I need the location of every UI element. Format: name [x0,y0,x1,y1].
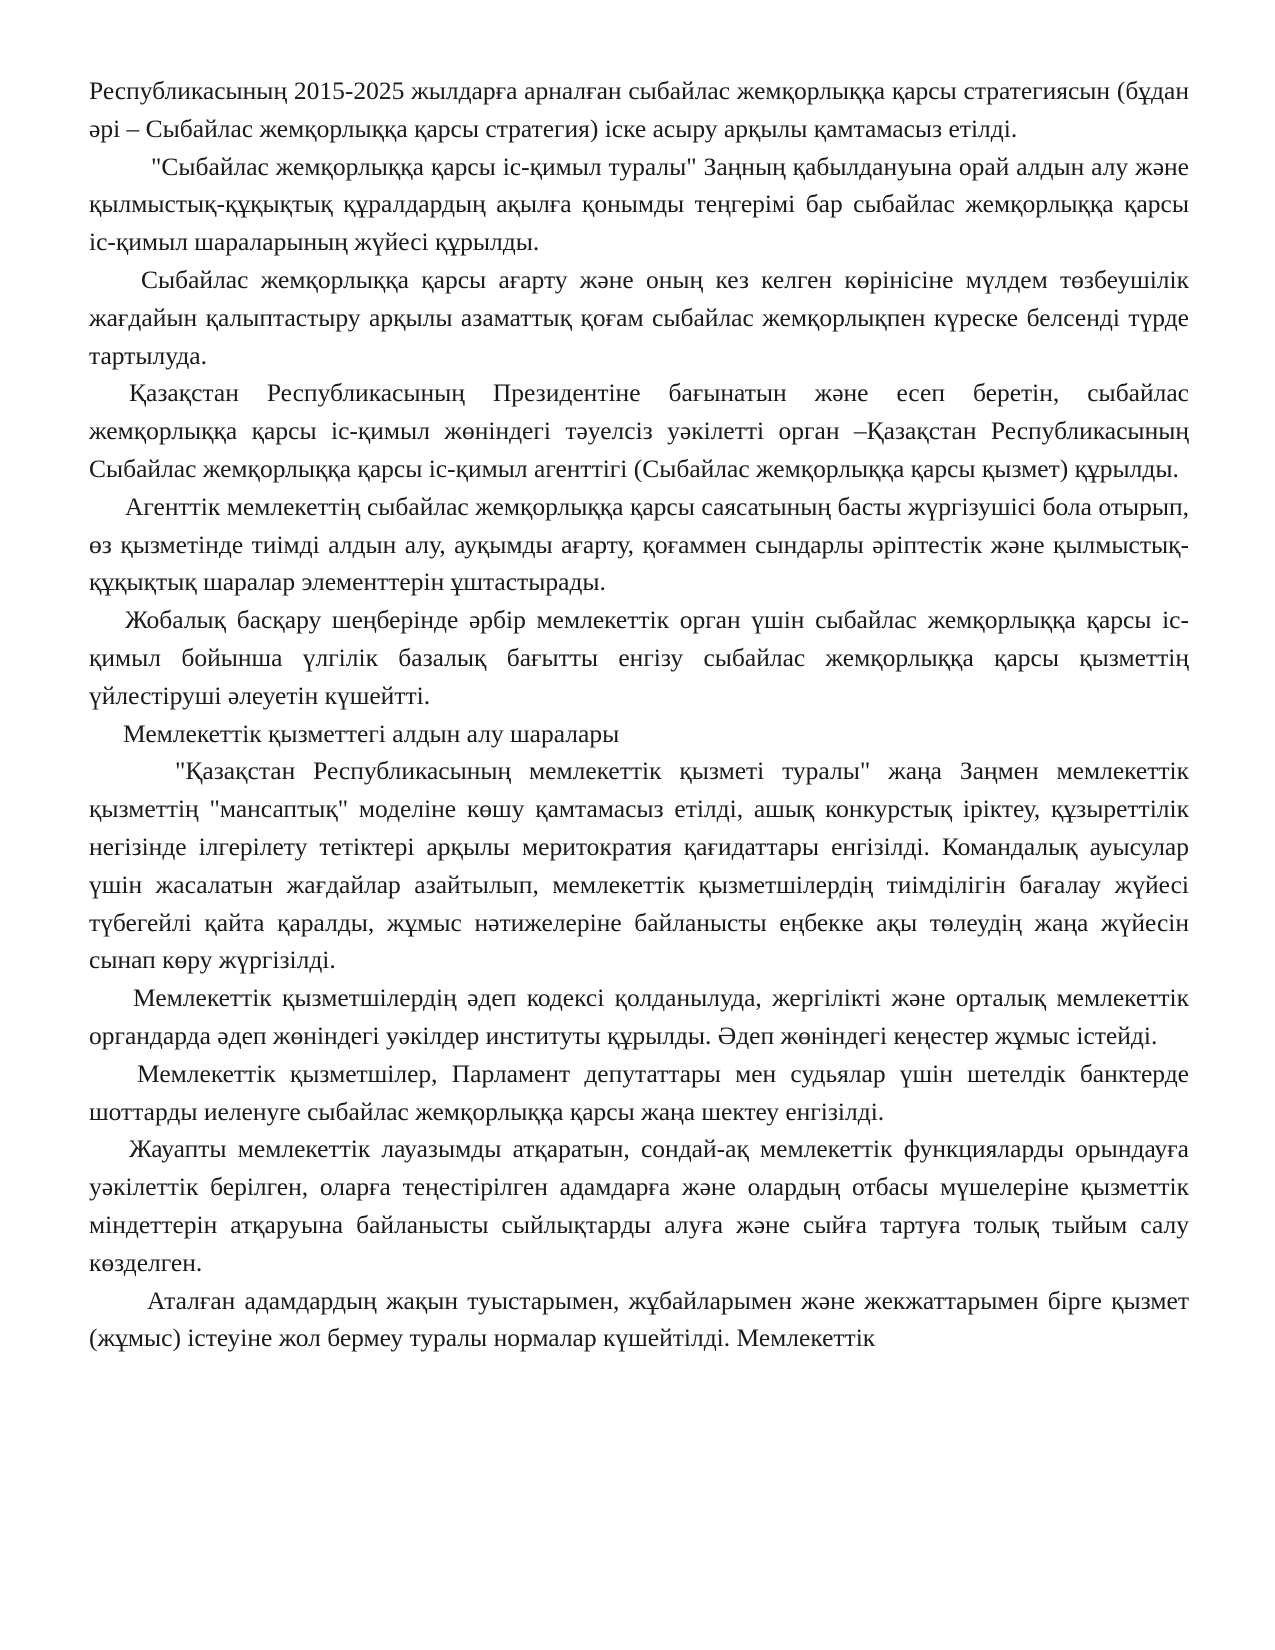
section-heading: Мемлекеттік қызметтегі алдын алу шаралары [123,718,620,748]
paragraph-1: Республикасының 2015-2025 жылдарға арналған сыбайлас жемқорлыққа қарсы стратегиясын (бұдан әрі – Сыбайлас жемқорлыққа қарсы стратегия) іске асыру арқылы қамтамасыз етілді. [89,76,1189,143]
paragraph-2: "Сыбайлас жемқорлыққа қарсы іс-қимыл туралы" Заңның қабылдануына орай алдын алу және қылмыстық-құқықтық құралдардың ақылға қонымды теңгерімі бар сыбайлас жемқорлыққа қарсы іс-қимыл шараларының жүйесі құрылды. [89,151,1189,257]
paragraph-7: "Қазақстан Республикасының мемлекеттік қызметі туралы" жаңа Заңмен мемлекеттік қызметтің "мансаптық" моделіне көшу қамтамасыз етілді, ашық конкурстық іріктеу, құзыреттілік негізінде ілгерілету тетіктері арқылы меритократия қағидаттары енгізілді. Командалық ауысулар үшін жасалатын жағдайлар азайтылып, мемлекеттік қызметшілердің тиімділігін бағалау жүйесі түбегейлі қайта қаралды, жұмыс нәтижелеріне байланысты еңбекке ақы төлеудің жаңа жүйесін сынап көру жүргізілді. [89,756,1189,975]
paragraph-11: Аталған адамдардың жақын туыстарымен, жұбайларымен және жекжаттарымен бірге қызмет (жұмыс) істеуіне жол бермеу туралы нормалар күшейтілді. Мемлекеттік [89,1285,1189,1353]
paragraph-5: Агенттік мемлекеттің сыбайлас жемқорлыққа қарсы саясатының басты жүргізушісі бола отырып, өз қызметінде тиімді алдын алу, ауқымды ағарту, қоғаммен сындарлы әріптестік және қылмыстық-құқықтық шаралар элементтерін ұштастырады. [89,491,1189,597]
paragraph-4: Қазақстан Республикасының Президентіне бағынатын және есеп беретін, сыбайлас жемқорлыққа қарсы іс-қимыл жөніндегі тәуелсіз уәкілетті орган –Қазақстан Республикасының Сыбайлас жемқорлыққа қарсы іс-қимыл агенттігі (Сыбайлас жемқорлыққа қарсы қызмет) құрылды. [89,378,1189,483]
document-page [89,72,1189,1357]
paragraph-3: Сыбайлас жемқорлыққа қарсы ағарту және оның кез келген көрінісіне мүлдем төзбеушілік жағдайын қалыптастыру арқылы азаматтық қоғам сыбайлас жемқорлықпен күреске белсенді түрде тартылуда. [89,264,1189,370]
paragraph-10: Жауапты мемлекеттік лауазымды атқаратын, сондай-ақ мемлекеттік функцияларды орындауға уәкілеттік берілген, оларға теңестірілген адамдарға және олардың отбасы мүшелеріне қызметтік міндеттерін атқаруына байланысты сыйлықтарды алуға және сыйға тартуға толық тыйым салу көзделген. [89,1134,1189,1277]
paragraph-8: Мемлекеттік қызметшілердің әдеп кодексі қолданылуда, жергілікті және орталық мемлекеттік органдарда әдеп жөніндегі уәкілдер институты құрылды. Әдеп жөніндегі кеңестер жұмыс істейді. [89,983,1189,1050]
paragraph-6: Жобалық басқару шеңберінде әрбір мемлекеттік орган үшін сыбайлас жемқорлыққа қарсы іс-қимыл бойынша үлгілік базалық бағытты енгізу сыбайлас жемқорлыққа қарсы қызметтің үйлестіруші әлеуетін күшейтті. [89,605,1189,710]
paragraph-9: Мемлекеттік қызметшілер, Парламент депутаттары мен судьялар үшін шетелдік банктерде шоттарды иеленуге сыбайлас жемқорлыққа қарсы жаңа шектеу енгізілді. [89,1058,1189,1126]
